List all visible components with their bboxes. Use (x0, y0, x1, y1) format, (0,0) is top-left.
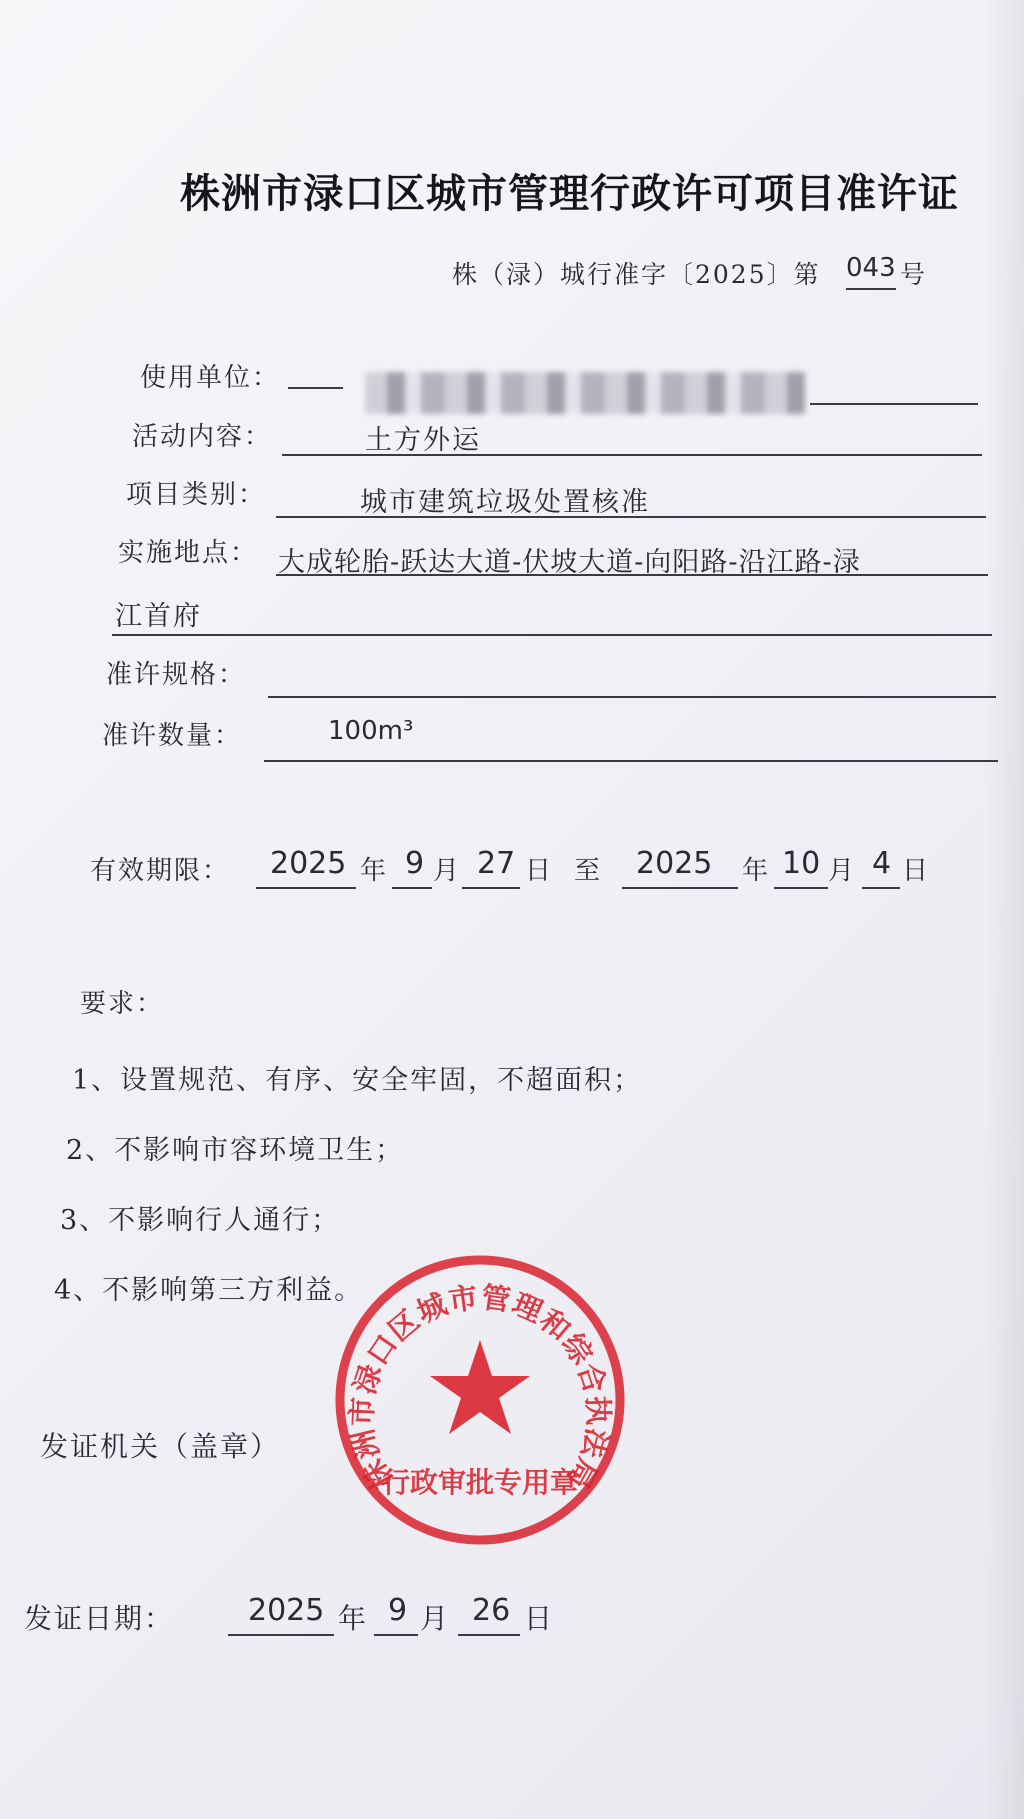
validity-end-month-char: 月 (828, 856, 855, 886)
seal-center-text: 行政审批专用章 (381, 1466, 579, 1499)
validity-start-day: 27 (477, 846, 516, 881)
issue-date-label: 发证日期： (24, 1602, 175, 1635)
activity-label: 活动内容： (132, 422, 273, 452)
requirement-item: 2、不影响市容环境卫生； (66, 1135, 405, 1166)
seal-star-icon (430, 1340, 530, 1434)
issue-date-year: 2025 (248, 1593, 325, 1628)
validity-to: 至 (574, 856, 601, 886)
spec-label: 准许规格： (106, 660, 247, 690)
issue-date-year-char: 年 (338, 1602, 367, 1635)
validity-end-day-underline (862, 887, 900, 889)
validity-end-day: 4 (872, 846, 892, 881)
validity-end-day-char: 日 (902, 856, 929, 886)
issue-date-month-char: 月 (420, 1602, 449, 1635)
validity-start-year-underline (256, 887, 356, 889)
issue-date-day-char: 日 (524, 1602, 553, 1635)
quantity-underline (264, 760, 998, 762)
category-value: 城市建筑垃圾处置核准 (360, 487, 650, 518)
page-edge-shadow (984, 0, 1024, 1819)
category-underline (276, 516, 986, 518)
doc-number: 043 (846, 253, 896, 283)
official-red-seal (330, 1250, 630, 1550)
activity-underline (282, 454, 982, 456)
requirement-item: 4、不影响第三方利益。 (54, 1275, 364, 1306)
validity-start-month-char: 月 (433, 856, 460, 886)
issue-date-day-underline (458, 1634, 520, 1636)
validity-end-year-underline (622, 887, 738, 889)
location-value-line1: 大成轮胎-跃达大道-伏坡大道-向阳路-沿江路-渌 (278, 547, 861, 578)
issue-date-month: 9 (388, 1593, 408, 1628)
seal-ring-text: 株洲市渌口区城市管理和综合执法局 (344, 1279, 616, 1496)
unit-label: 使用单位： (140, 363, 281, 393)
issue-date-day: 26 (472, 1593, 511, 1628)
issue-date-month-underline (374, 1634, 418, 1636)
doc-number-underline (846, 288, 896, 290)
validity-end-year-char: 年 (742, 856, 769, 886)
unit-underline-right (810, 403, 978, 405)
doc-number-prefix: 株（渌）城行准字〔2025〕第 (452, 260, 821, 289)
spec-underline (268, 696, 996, 698)
validity-start-year: 2025 (270, 846, 347, 881)
validity-start-month-underline (392, 887, 432, 889)
requirement-item: 3、不影响行人通行； (60, 1205, 341, 1236)
validity-end-year: 2025 (636, 846, 713, 881)
quantity-label: 准许数量： (102, 721, 243, 751)
validity-end-month: 10 (782, 846, 821, 881)
validity-start-year-char: 年 (360, 856, 387, 886)
document-title: 株洲市渌口区城市管理行政许可项目准许证 (180, 170, 959, 217)
issuer-label: 发证机关（盖章） (40, 1430, 281, 1463)
issue-date-year-underline (228, 1634, 334, 1636)
validity-end-month-underline (774, 887, 828, 889)
location-value-line2: 江首府 (115, 601, 202, 632)
redacted-unit-name (365, 372, 805, 414)
requirements-heading: 要求： (80, 989, 165, 1019)
activity-value: 土方外运 (365, 425, 481, 456)
validity-start-day-underline (462, 887, 520, 889)
category-label: 项目类别： (126, 480, 267, 510)
requirement-item: 1、设置规范、有序、安全牢固，不超面积； (72, 1065, 643, 1096)
quantity-value: 100m³ (328, 716, 414, 746)
location-underline-2 (112, 634, 992, 636)
validity-start-day-char: 日 (525, 856, 552, 886)
location-label: 实施地点： (118, 538, 259, 568)
validity-label: 有效期限： (90, 856, 231, 886)
unit-underline-left (288, 387, 343, 389)
location-underline-1 (276, 574, 988, 576)
doc-number-suffix: 号 (900, 260, 928, 289)
validity-start-month: 9 (405, 846, 425, 881)
